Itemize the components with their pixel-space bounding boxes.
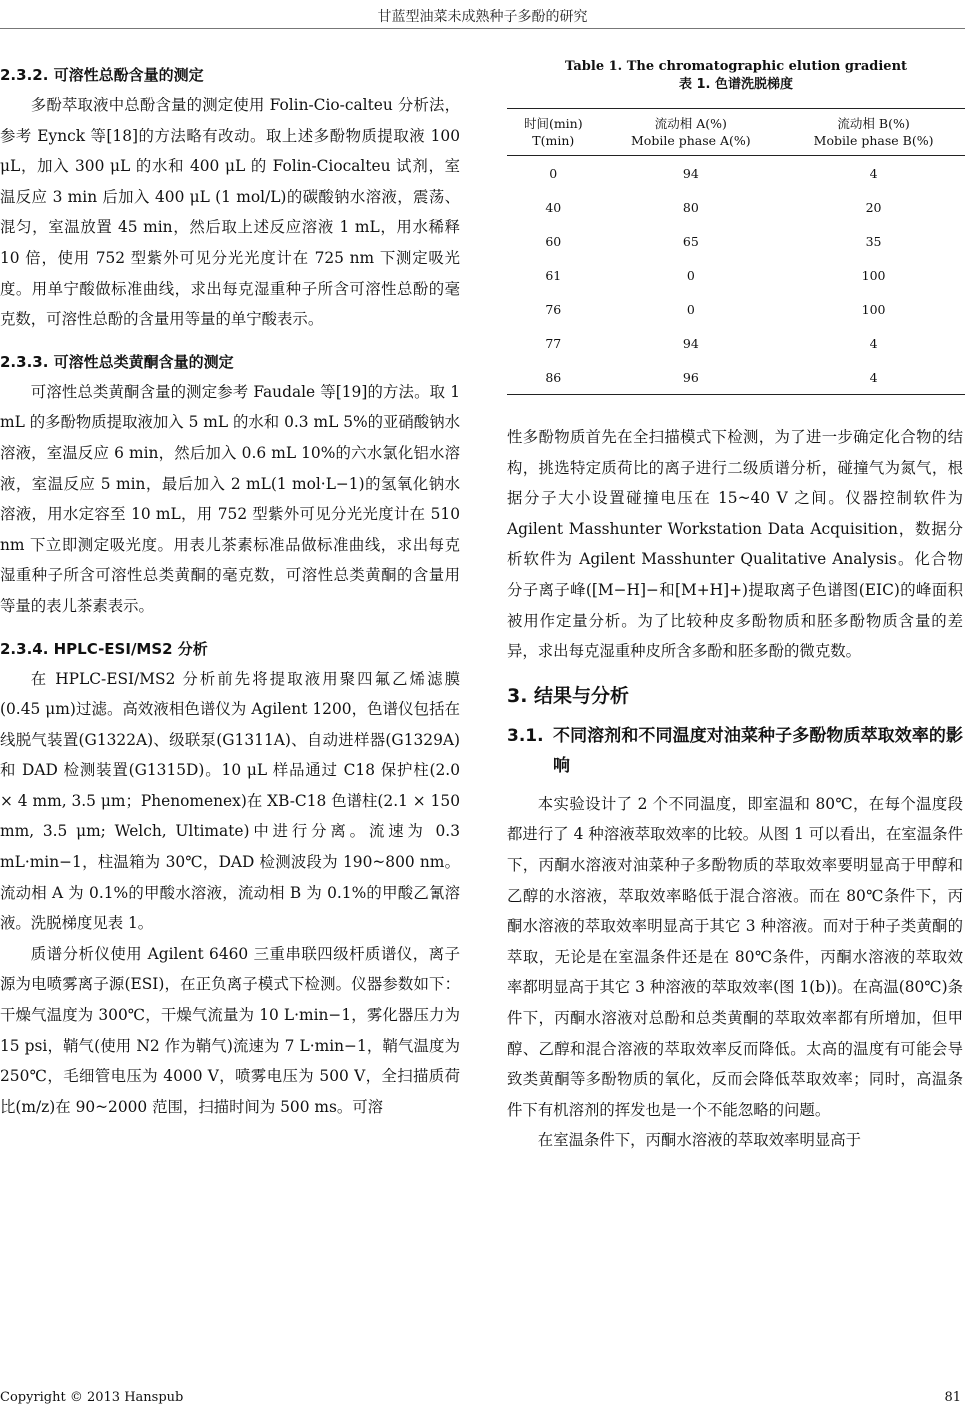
page-number: 81 (944, 1390, 961, 1405)
header-divider (0, 28, 965, 29)
table-cell: 76 (545, 301, 562, 317)
table-cell: 0 (686, 301, 695, 317)
table-cell: 77 (545, 335, 562, 351)
paragraph-total-phenol: 多酚萃取液中总酚含量的测定使用 Folin-Cio-calteu 分析法，参考 Eynck 等[18]的方法略有改动。取上述多酚物质提取液 100 μL，加入 300 μL 的水和 400 μL 的 Folin-Ciocalteu 试剂，室温反应 3 min 后加入 400 μL (1 mol/L)的碳酸钠水溶液，震荡、混匀，室温放置 45 min，然后取上述反应溶液 1 mL，用水稀释 10 倍，使用 752 型紫外可见分光光度计在 725 nm 下测定吸光度。用单宁酸做标准曲线，求出每克湿重种子所含可溶性总酚的毫克数，可溶性总酚的含量用等量的单宁酸表示。 (0, 96, 460, 329)
section-heading-3: 3. 结果与分析 (507, 684, 630, 707)
table-1 (507, 58, 965, 395)
section-title: 不同溶剂和不同温度对油菜种子多酚物质萃取效率的影响 (553, 725, 963, 776)
paragraph-room-temperature: 在室温条件下，丙酮水溶液的萃取效率明显高于 (537, 1131, 862, 1150)
elution-gradient-table (507, 108, 965, 395)
column-header-time: 时间(min) T(min) (523, 116, 583, 148)
table-cell: 4 (869, 369, 878, 385)
paragraph-extraction-efficiency: 本实验设计了 2 个不同温度，即室温和 80℃，在每个温度段都进行了 4 种溶液萃取效率的比较。从图 1 可以看出，在室温条件下，丙酮水溶液对油菜种子多酚物质的萃取效率要明显高于甲醇和乙醇的水溶液，萃取效率略低于混合溶液。而在 80℃条件下，丙酮水溶液的萃取效率明显高于其它 3 种溶液。而对于种子类黄酮的萃取，无论是在室温条件还是在 80℃条件，丙酮水溶液的萃取效率都明显高于其它 3 种溶液的萃取效率(图 1(b))。在高温(80℃)条件下，丙酮水溶液对总酚和总类黄酮的萃取效率都有所增加，但甲醇、乙醇和混合溶液的萃取效率反而降低。太高的温度有可能会导致类黄酮等多酚物质的氧化，反而会降低萃取效率；同时，高温条件下有机溶剂的挥发也是一个不能忽略的问题。 (507, 794, 963, 1119)
table-cell: 86 (545, 369, 562, 385)
column-header-phase-a: 流动相 A(%) Mobile phase A(%) (631, 116, 751, 148)
table-cell: 20 (865, 199, 882, 215)
table-row (507, 190, 965, 224)
table-row (507, 258, 965, 292)
paragraph-ms: 质谱分析仪使用 Agilent 6460 三重串联四级杆质谱仪，离子源为电喷雾离子源(ESI)，在正负离子模式下检测。仪器参数如下：干燥气温度为 300℃，干燥气流量为 10 L·min−1，雾化器压力为 15 psi，鞘气(使用 N2 作为鞘气)流速为 7 L·min−1，鞘气温度为 250℃，毛细管电压为 4000 V，喷雾电压为 500 V，全扫描质荷比(m/z)在 90~2000 范围，扫描时间为 500 ms。可溶 (0, 944, 460, 1116)
table-row (507, 326, 965, 360)
table-caption-en: Table 1. The chromatographic elution gradient (564, 59, 908, 74)
table-cell: 94 (682, 335, 699, 351)
table-cell: 35 (865, 233, 882, 249)
section-heading-2-3-3: 2.3.3. 可溶性总类黄酮含量的测定 (0, 352, 234, 371)
section-heading-3-1 (507, 721, 963, 781)
footer-copyright: Copyright © 2013 Hanspub (0, 1390, 184, 1405)
table-row (507, 292, 965, 326)
table-cell: 94 (682, 165, 699, 181)
section-heading-2-3-4: 2.3.4. HPLC-ESI/MS2 分析 (0, 639, 208, 658)
table-cell: 96 (682, 369, 699, 385)
table-row (507, 156, 965, 191)
table-cell: 4 (869, 335, 878, 351)
column-header-phase-b: 流动相 B(%) Mobile phase B(%) (813, 116, 934, 148)
table-cell: 60 (545, 233, 562, 249)
table-cell: 0 (686, 267, 695, 283)
table-cell: 100 (861, 267, 886, 283)
section-number: 3.1. (507, 725, 544, 746)
paragraph-hplc: 在 HPLC-ESI/MS2 分析前先将提取液用聚四氟乙烯滤膜(0.45 μm)过滤。高效液相色谱仪为 Agilent 1200，色谱仪包括在线脱气装置(G1322A)、级联泵(G1311A)、自动进样器(G1329A)和 DAD 检测装置(G1315D)。10 μL 样品通过 C18 保护柱(2.0 × 4 mm, 3.5 μm；Phenomenex)在 XB-C18 色谱柱(2.1 × 150 mm, 3.5 μm; Welch, Ultimate)中进行分离。流速为 0.3 mL·min−1，柱温箱为 30℃，DAD 检测波段为 190~800 nm。流动相 A 为 0.1%的甲酸水溶液，流动相 B 为 0.1%的甲酸乙氰溶液。洗脱梯度见表 1。 (0, 669, 460, 933)
table-row (507, 360, 965, 395)
table-cell: 4 (869, 165, 878, 181)
table-cell: 100 (861, 301, 886, 317)
table-cell: 40 (545, 199, 562, 215)
table-cell: 65 (682, 233, 699, 249)
paragraph-total-flavonoid: 可溶性总类黄酮含量的测定参考 Faudale 等[19]的方法。取 1 mL 的多酚物质提取液加入 5 mL 的水和 0.3 mL 5%的亚硝酸钠水溶液，室温反应 6 min，然后加入 0.6 mL 10%的六水氯化铝水溶液，室温反应 5 min，最后加入 2 mL(1 mol·L−1)的氢氧化钠水溶液，用水定容至 10 mL，用 752 型紫外可见分光光度计在 510 nm 下立即测定吸光度。用表儿茶素标准品做标准曲线，求出每克湿重种子所含可溶性总类黄酮的毫克数，可溶性总类黄酮的含量用等量的表儿茶素表示。 (0, 382, 460, 615)
table-cell: 61 (545, 267, 562, 283)
table-cell: 80 (682, 199, 699, 215)
table-cell: 0 (549, 165, 558, 181)
left-column (0, 60, 460, 1122)
paragraph-ms-continued: 性多酚物质首先在全扫描模式下检测，为了进一步确定化合物的结构，挑选特定质荷比的离子进行二级质谱分析，碰撞气为氮气，根据分子大小设置碰撞电压在 15~40 V 之间。仪器控制软件为 Agilent Masshunter Workstation Data Acquisition，数据分析软件为 Agilent Masshunter Qualitative Analysis。化合物分子离子峰([M−H]−和[M+H]+)提取离子色谱图(EIC)的峰面积被用作定量分析。为了比较种皮多酚物质和胚多酚物质含量的差异，求出每克湿重种皮所含多酚和胚多酚的微克数。 (507, 428, 963, 661)
running-header: 甘蓝型油菜未成熟种子多酚的研究 (377, 9, 588, 25)
right-column (507, 422, 963, 1156)
table-header-row (507, 109, 965, 156)
table-caption-zh: 表 1. 色谱洗脱梯度 (678, 77, 794, 92)
table-row (507, 224, 965, 258)
section-heading-2-3-2: 2.3.2. 可溶性总酚含量的测定 (0, 66, 204, 84)
